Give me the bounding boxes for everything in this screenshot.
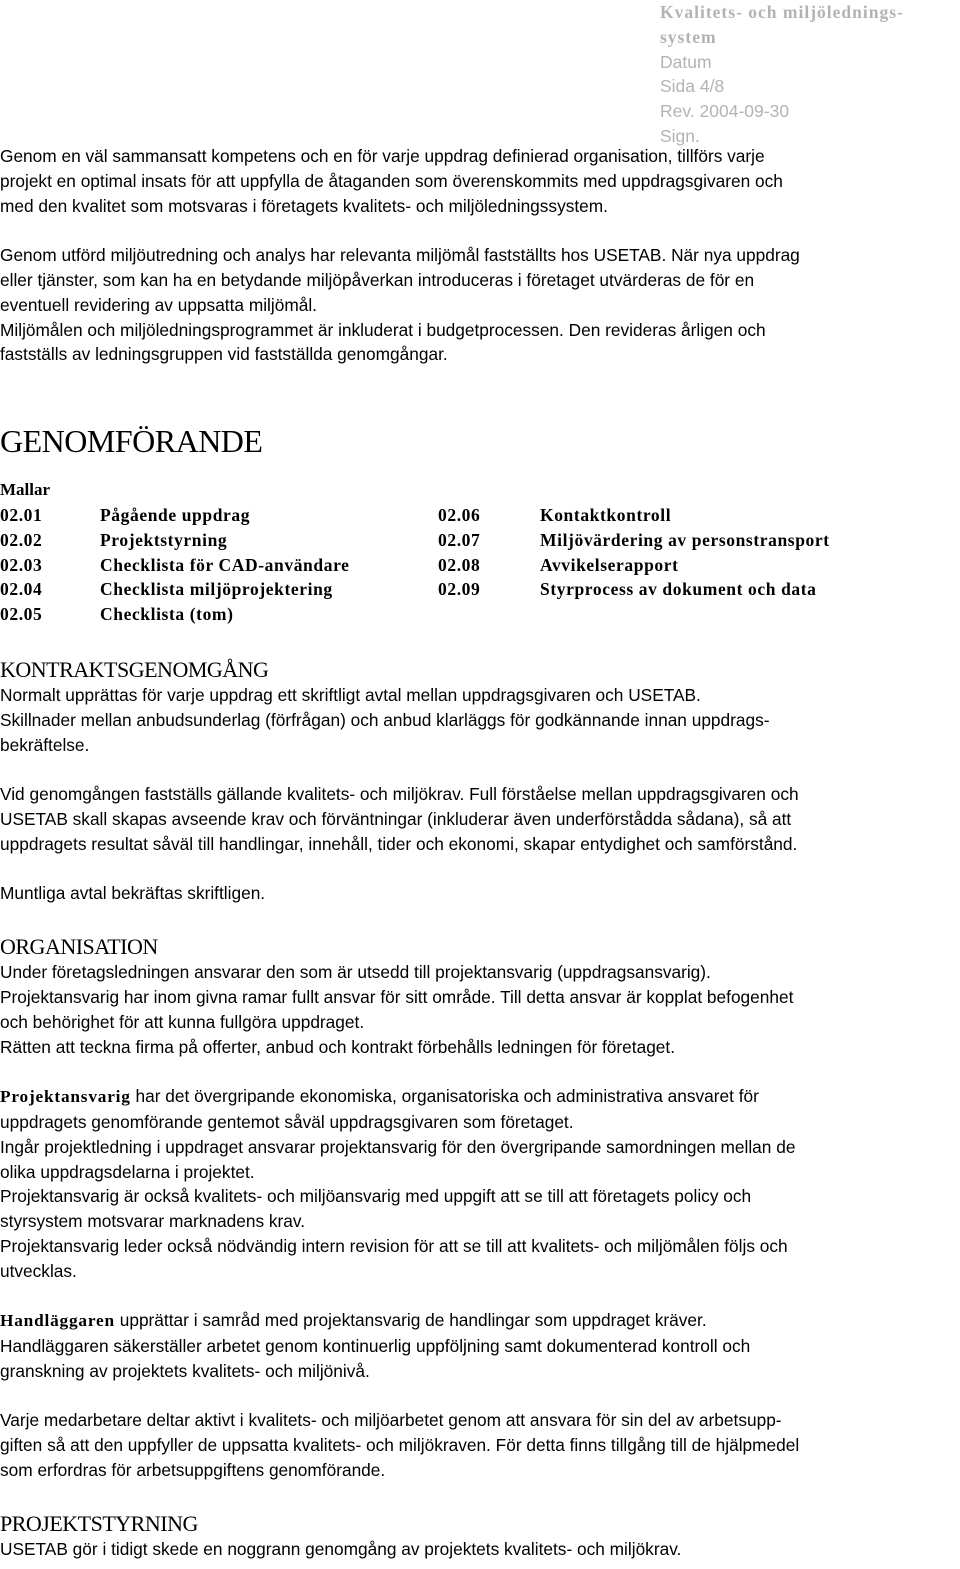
document-body (0, 144, 960, 1562)
mallar-table (0, 503, 960, 627)
handlaggaren-paragraph: Handläggaren upprättar i samråd med projektansvarig de handlingar som uppdraget kräver. Handläggaren säkerställer arbetet genom kontinuerlig uppföljning samt dokumenterad kontroll och granskning av projektets kvalitets- och miljönivå. (0, 1310, 751, 1381)
intro-paragraph-1: Genom en väl sammansatt kompetens och en för varje uppdrag definierad organisation, tillförs varje projekt en optimal insats för att uppfylla de åtaganden som överenskommits med uppdragsgivaren och med den kvalitet som motsvaras i företagets kvalitets- och miljöledningssystem. (0, 146, 783, 216)
header-sign: Sign. (660, 125, 700, 146)
medarbetare-paragraph: Varje medarbetare deltar aktivt i kvalitets- och miljöarbetet genom att ansvara för sin del av arbetsupp- giften så att den uppfyller de uppsatta kvalitets- och miljökraven. För detta finns tillgång till de hjälpmedel som erfordras för arbetsuppgiftens genomförande. (0, 1410, 800, 1481)
header-revision: Rev. 2004-09-30 (660, 101, 790, 122)
header-date: Datum (660, 51, 712, 72)
mallar-title: Mallar (0, 480, 51, 500)
organisation-paragraph-1: Under företagsledningen ansvarar den som är utsedd till projektansvarig (uppdragsansvarig). Projektansvarig har inom givna ramar fullt ansvar för sitt område. Till detta ansvar är kopplat befogenhet och behörighet för att kunna fullgöra uppdraget. Rätten att teckna firma på offerter, anbud och kontrakt förbehålls ledningen för företaget. (0, 962, 794, 1057)
section-title-projektstyrning: PROJEKTSTYRNING (0, 1510, 198, 1536)
section-title-genomforande: GENOMFÖRANDE (0, 423, 263, 460)
projektansvarig-label: Projektansvarig (0, 1087, 131, 1107)
mallar-row: 02.03 Checklista för CAD-användare 02.08 Avvikelserapport (0, 554, 679, 575)
mallar-row: 02.02 Projektstyrning 02.07 Miljövärdering av personstransport (0, 529, 830, 550)
mallar-row: 02.05 Checklista (tom) (0, 604, 234, 625)
intro-paragraph-2: Genom utförd miljöutredning och analys har relevanta miljömål fastställts hos USETAB. När nya uppdrag eller tjänster, som kan ha en betydande miljöpåverkan introduceras i företaget utvärderas de för en eventuell revidering av uppsatta miljömål. Miljömålen och miljöledningsprogrammet är inkluderat i budgetprocessen. Den revideras årligen och fastställs av ledningsgruppen vid fastställda genomgångar. (0, 245, 800, 365)
mallar-row: 02.04 Checklista miljöprojektering 02.09 Styrprocess av dokument och data (0, 579, 817, 600)
header-title-line2: system (660, 26, 717, 47)
document-header (660, 0, 960, 149)
handlaggaren-label: Handläggaren (0, 1311, 115, 1331)
header-page: Sida 4/8 (660, 76, 725, 97)
section-title-kontrakt: KONTRAKTSGENOMGÅNG (0, 656, 269, 682)
projektansvarig-paragraph: Projektansvarig har det övergripande ekonomiska, organisatoriska och administrativa ansvaret för uppdragets genomförande gentemot såväl uppdragsgivaren som företaget. Ingår projektledning i uppdraget ansvarar projektansvarig för den övergripande samordningen mellan de olika uppdragsdelarna i projektet. Projektansvarig är också kvalitets- och miljöansvarig med uppgift att se till att företagets policy och styrsystem motsvarar marknadens krav. Projektansvarig leder också nödvändig intern revision för att se till att kvalitets- och miljömålen följs och utvecklas. (0, 1086, 796, 1281)
section-title-organisation: ORGANISATION (0, 934, 158, 960)
kontrakt-paragraph-1: Normalt upprättas för varje uppdrag ett skriftligt avtal mellan uppdragsgivaren och USETAB. Skillnader mellan anbudsunderlag (förfrågan) och anbud klarläggs för godkännande innan uppdrags- bekräftelse. (0, 684, 770, 755)
projektstyrning-paragraph: USETAB gör i tidigt skede en noggrann genomgång av projektets kvalitets- och miljökrav. (0, 1538, 682, 1559)
kontrakt-paragraph-2: Vid genomgången fastställs gällande kvalitets- och miljökrav. Full förståelse mellan uppdragsgivaren och USETAB skall skapas avseende krav och förväntningar (inkluderar även underförstådda sådana), så att uppdragets resultat såväl till handlingar, innehåll, tider och ekonomi, skapar entydighet och samförstånd. (0, 784, 799, 854)
kontrakt-paragraph-3: Muntliga avtal bekräftas skriftligen. (0, 883, 266, 904)
mallar-row: 02.01 Pågående uppdrag 02.06 Kontaktkontroll (0, 504, 672, 525)
header-title-line1: Kvalitets- och miljölednings- (660, 2, 904, 22)
